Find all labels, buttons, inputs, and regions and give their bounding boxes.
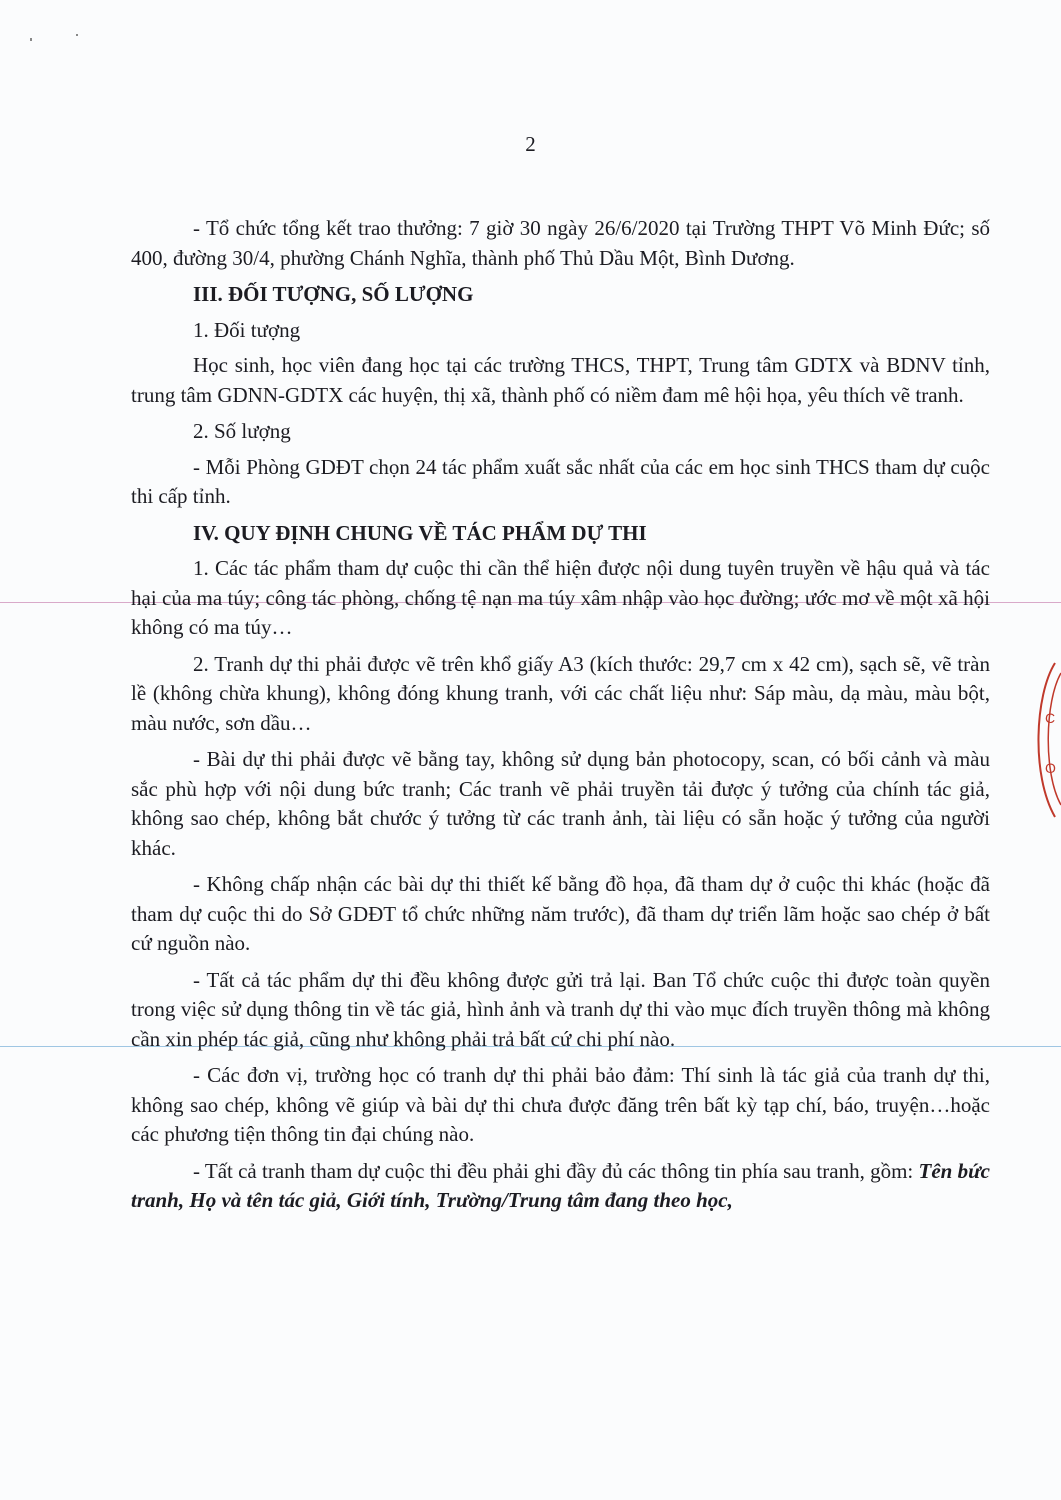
section-4-paragraph-3: - Bài dự thi phải được vẽ bằng tay, không sử dụng bản photocopy, scan, có bối cảnh và màu sắc phù hợp với nội dung bức tranh; Các tranh vẽ phải truyền tải được ý tưởng của chính tác giả, không sao chép, không bắt chước ý tưởng từ các tranh ảnh, tài liệu có sẵn hoặc ý tưởng của người khác. [131,747,990,860]
section-3-sub-1: 1. Đối tượng [193,317,301,342]
svg-text:C: C [1045,710,1056,726]
section-3-heading: III. ĐỐI TƯỢNG, SỐ LƯỢNG [193,282,474,306]
paragraph-7-required-fields: Tên bức tranh, Họ và tên tác giả, Giới tính, Trường/Trung tâm đang theo học, [131,1158,991,1212]
red-seal-stamp-edge [1021,655,1061,825]
scan-speck [76,34,78,36]
page-number: 2 [525,132,536,156]
document-body [131,214,990,1223]
svg-text:O: O [1045,760,1056,776]
section-3-sub-1-text: Học sinh, học viên đang học tại các trường THCS, THPT, Trung tâm GDTX và BDNV tỉnh, trung tâm GDNN-GDTX các huyện, thị xã, thành phố có niềm đam mê hội họa, yêu thích vẽ tranh. [131,353,990,407]
section-4-paragraph-2: 2. Tranh dự thi phải được vẽ trên khổ giấy A3 (kích thước: 29,7 cm x 42 cm), sạch sẽ, vẽ tràn lề (không chừa khung), không đóng khung tranh, với các chất liệu như: Sáp màu, dạ màu, màu bột, màu nước, sơn dầu… [131,651,990,735]
section-4-paragraph-5: - Tất cả tác phẩm dự thi đều không được gửi trả lại. Ban Tổ chức cuộc thi được toàn quyền trong việc sử dụng thông tin về tác giả, hình ảnh và tranh dự thi vào mục đích truyền thông mà không cần xin phép tác giả, cũng như không phải trả bất cứ chi phí nào. [131,967,990,1051]
section-4-heading: IV. QUY ĐỊNH CHUNG VỀ TÁC PHẨM DỰ THI [193,520,647,545]
paragraph-7-lead: - Tất cả tranh tham dự cuộc thi đều phải ghi đầy đủ các thông tin phía sau tranh, gồm: [193,1158,919,1183]
scan-speck [30,38,32,41]
section-4-paragraph-1: 1. Các tác phẩm tham dự cuộc thi cần thể hiện được nội dung tuyên truyền về hậu quả và tác hại của ma túy; công tác phòng, chống tệ nạn ma túy xâm nhập vào học đường; ước mơ về một xã hội không có ma túy… [131,556,990,639]
section-4-paragraph-4: - Không chấp nhận các bài dự thi thiết kế bằng đồ họa, đã tham dự ở cuộc thi khác (hoặc đã tham dự cuộc thi do Sở GDĐT tổ chức những năm trước), đã tham dự triển lãm hoặc sao chép ở bất cứ nguồn nào. [131,872,990,955]
section-3-sub-2: 2. Số lượng [193,419,291,443]
intro-paragraph: - Tổ chức tổng kết trao thưởng: 7 giờ 30 ngày 26/6/2020 tại Trường THPT Võ Minh Đức; số 400, đường 30/4, phường Chánh Nghĩa, thành phố Thủ Dầu Một, Bình Dương. [131,216,990,270]
section-4-paragraph-7 [131,1157,990,1216]
section-3-sub-2-text: - Mỗi Phòng GDĐT chọn 24 tác phẩm xuất sắc nhất của các em học sinh THCS tham dự cuộc thi cấp tỉnh. [131,454,990,508]
section-4-paragraph-6: - Các đơn vị, trường học có tranh dự thi phải bảo đảm: Thí sinh là tác giả của tranh dự thi, không sao chép, không vẽ giúp và bài dự thi chưa được đăng trên bất kỳ tạp chí, báo, truyện…hoặc các phương tiện thông tin đại chúng nào. [131,1063,990,1146]
